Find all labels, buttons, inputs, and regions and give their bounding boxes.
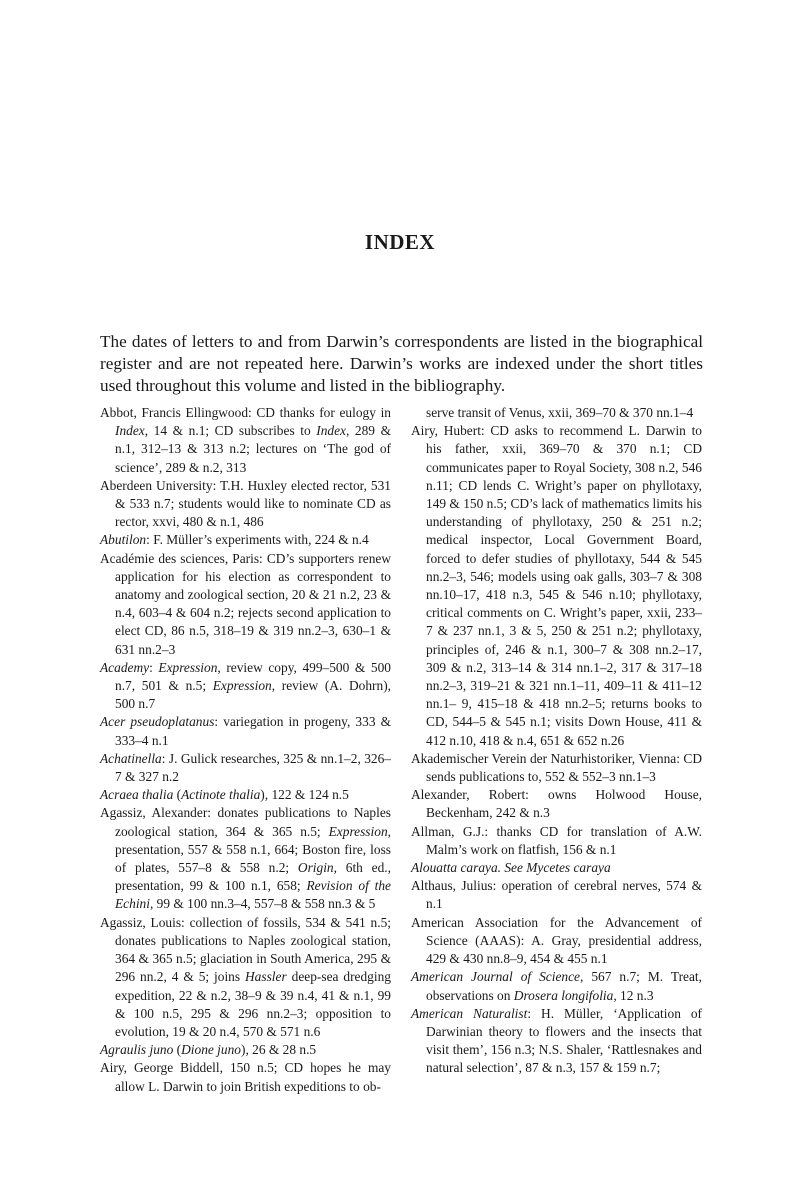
entry-text: Agassiz, Louis: collection of fossils, 534 & 541 n.5; donates publications to Naples zoological station, 364 & 365 n.5; glaciation in South America, 295 & 296 nn.2, 4 & 5; joins [100,914,391,985]
entry-text: : variegation in progeny, 333 & 333–4 n.1 [115,714,391,748]
italic-text: American Journal of Science [411,969,580,985]
italic-text: Drosera longifolia [513,987,614,1003]
entry-text: Abbot, Francis Ellingwood: CD thanks for eulogy in [100,405,391,420]
index-entry [100,713,391,749]
index-entry [411,823,702,859]
italic-text: Abutilon [100,532,147,548]
index-entry [411,968,702,1004]
italic-text: Achatinella [100,750,162,766]
entry-text: ), 122 & 124 n.5 [260,787,349,803]
index-entry [100,1041,391,1059]
index-entry [100,786,391,804]
italic-text: Revision of the Echini [115,878,391,912]
entry-text: : J. Gulick researches, 325 & nn.1–2, 326–7 & 327 n.2 [115,750,391,785]
entry-text: ( [173,787,182,803]
entry-text: deep-sea dredging expedition, 22 & n.2, 38–9 & 39 n.4, 41 & n.1, 99 & 100 n.5, 295 & 296 nn.2–3; opposition to evolution, 19 & 20 n.4, 570 & 571 n.6 [115,969,391,1039]
index-entry [100,531,391,549]
entry-text: Aberdeen University: T.H. Huxley elected rector, 531 & 533 n.7; students would like to nominate CD as rector, xxvi, 480 & n.1, 486 [100,477,391,530]
index-entry [411,786,702,822]
entry-text: Alexander, Robert: owns Holwood House, Beckenham, 242 & n.3 [411,787,702,821]
italic-text: Index [316,423,346,439]
entry-text: Allman, G.J.: thanks CD for translation of A.W. Malm’s work on flatfish, 156 & n.1 [411,823,702,857]
index-entry [100,550,391,659]
entry-text: , presentation, 557 & 558 n.1, 664; Boston fire, loss of plates, 557–8 & 558 n.2; [115,823,391,876]
italic-text: Acer pseudoplatanus [100,714,215,730]
index-entry [100,1059,391,1095]
entry-text: , 12 n.3 [613,987,654,1003]
index-entry [100,804,391,913]
entry-text: serve transit of Venus, xxii, 369–70 & 370 nn.1–4 [426,405,694,420]
italic-text: American Naturalist [411,1005,528,1021]
right-column [411,404,702,1078]
entry-text: , 14 & n.1; CD subscribes to [144,423,317,439]
entry-text: , review copy, 499–500 & 500 n.7, 501 & n.5; [115,659,391,694]
entry-text: Airy, Hubert: CD asks to recommend L. Darwin to his father, xxii, 369–70 & 370 n.1; CD communicates paper to Royal Society, 308 n.2, 546 n.11; CD lends C. Wright’s paper on phyllotaxy, 149 & 150 n.5; CD’s lack of mathematics limits his understanding of phyllotaxy, 250 & 251 n.2; medical inspector, Local Government Board, forced to defer studies of phyllotaxy, 544 & 545 nn.2–3, 546; models using oak galls, 303–7 & 308 nn.10–17, 418 n.3, 545 & 546 n.10; phyllotaxy, critical comments on C. Wright’s paper, xxii, 233–7 & 237 nn.1, 3 & 5, 250 & 251 n.2; phyllotaxy, principles of, 246 & n.1, 300–7 & 308 nn.2–17, 309 & n.2, 313–14 & 314 nn.1–2, 317 & 317–18 nn.2–3, 319–21 & 321 nn.1–11, 409–11 & 411–12 nn.1– 9, 415–18 & 418 nn.2–5; returns books to CD, 544–5 & 545 n.1; visits Down House, 411 & 412 n.10, 418 & n.4, 651 & 652 n.26 [411,423,702,748]
italic-text: Expression [328,823,388,839]
index-entry [100,404,391,477]
entry-text: Airy, George Biddell, 150 n.5; CD hopes he may allow L. Darwin to join British expeditions to ob- [100,1060,391,1094]
entry-text: Althaus, Julius: operation of cerebral nerves, 574 & n.1 [411,878,702,912]
index-entry [411,750,702,786]
entry-text: : F. Müller’s experiments with, 224 & n.4 [146,532,369,548]
index-entry [411,859,702,877]
italic-text: Alouatta caraya. See Mycetes caraya [411,860,611,876]
italic-text: Acraea thalia [100,787,174,803]
page-title: INDEX [364,230,436,255]
index-entry [411,914,702,969]
entry-text: American Association for the Advancement of Science (AAAS): A. Gray, presidential address, 429 & 430 nn.8–9, 454 & 455 n.1 [411,914,702,967]
italic-text: Origin [297,860,334,876]
entry-text: ), 26 & 28 n.5 [241,1042,317,1058]
index-entry [100,914,391,1041]
italic-text: Expression [158,659,218,675]
entry-text: : H. Müller, ‘Application of Darwinian theory to flowers and the insects that visit them’, 156 n.3; N.S. Shaler, ‘Rattlesnakes and natural selection’, 87 & n.3, 157 & 159 n.7; [426,1005,702,1076]
entry-text: , review (A. Dohrn), 500 n.7 [115,678,392,712]
index-entry [411,877,702,913]
index-entry [100,477,391,532]
entry-text: , 567 n.7; M. Treat, observations on [426,969,702,1003]
italic-text: Index [115,423,145,439]
entry-text: , 289 & n.1, 312–13 & 313 n.2; lectures on ‘The god of science’, 289 & n.2, 313 [115,423,391,475]
italic-text: Actinote thalia [181,787,261,803]
left-column [100,404,391,1096]
entry-text: , 6th ed., presentation, 99 & 100 n.1, 658; [115,860,391,894]
index-entry [411,404,702,422]
intro-paragraph: The dates of letters to and from Darwin’s correspondents are listed in the biographical register and are not repeated here. Darwin’s works are indexed under the short titles used throughout this volume and listed in the bibliography. [100,332,703,396]
italic-text: Academy [100,659,150,675]
index-entry [411,1005,702,1078]
index-entry [100,659,391,714]
entry-text: Agassiz, Alexander: donates publications to Naples zoological station, 364 & 365 n.5; [100,805,391,839]
index-entry [411,422,702,750]
entry-text: , 99 & 100 nn.3–4, 557–8 & 558 nn.3 & 5 [149,896,376,912]
italic-text: Agraulis juno [100,1042,174,1058]
entry-text: Akademischer Verein der Naturhistoriker, Vienna: CD sends publications to, 552 & 552–3 nn.1–3 [411,750,702,785]
index-entry [100,750,391,786]
italic-text: Expression [212,678,272,694]
entry-text: ( [173,1042,182,1058]
entry-text: Académie des sciences, Paris: CD’s supporters renew application for his election as correspondent to anatomy and zoological section, 20 & 21 n.2, 23 & n.4, 603–4 & 604 n.2; rejects second application to elect CD, 86 n.5, 318–19 & 319 nn.2–3, 630–1 & 631 nn.2–3 [100,550,391,657]
italic-text: Hassler [245,969,287,985]
entry-text: : [149,659,159,675]
italic-text: Dione juno [181,1042,241,1058]
